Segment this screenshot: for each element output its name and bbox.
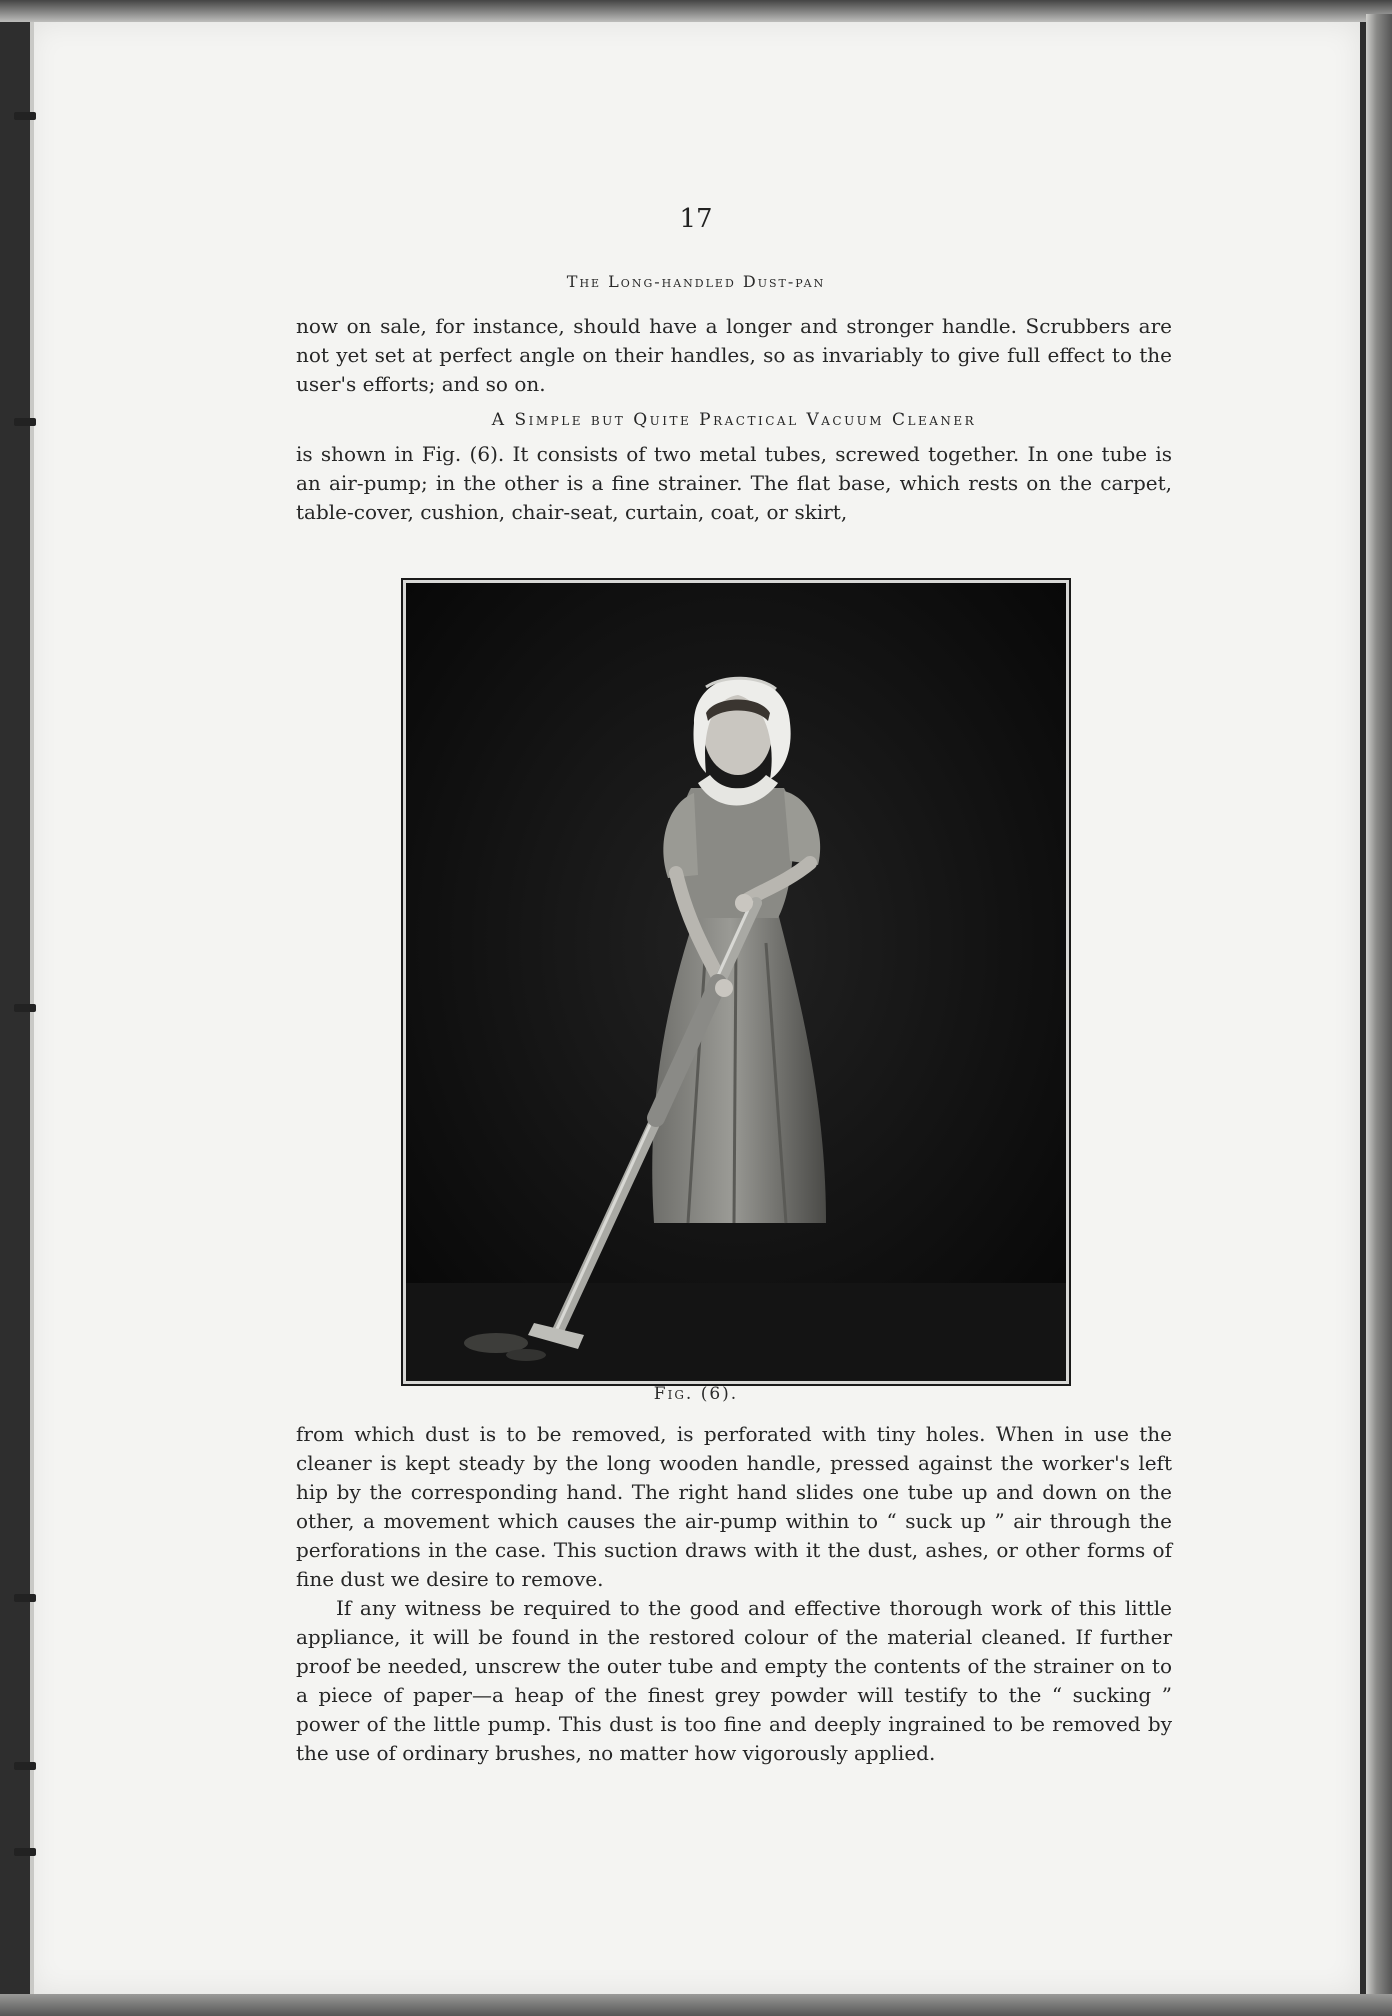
binding-mark <box>14 112 36 120</box>
page-top-edge <box>0 0 1392 22</box>
top-paragraph: now on sale, for instance, should have a longer and stronger handle. Scrubbers are not yet set at perfect angle on their handles, so as invariably to give full effect to the user's efforts; and so on. <box>296 314 1172 396</box>
binding-mark <box>14 418 36 426</box>
continued-paragraph: from which dust is to be removed, is perforated with tiny holes. When in use the cleaner is kept steady by the long wooden handle, pressed against the worker's left hip by the corresponding hand. The right hand slides one tube up and down on the other, a movement which causes the air-pump within to “ suck up ” air through the perforations in the case. This suction draws with it the dust, ashes, or other forms of fine dust we desire to remove. <box>296 1422 1172 1591</box>
top-text-block <box>296 312 1172 527</box>
page-bottom-edge <box>0 1994 1392 2016</box>
figure-caption: Fig. (6). <box>653 1384 739 1404</box>
bottom-text-block <box>296 1420 1172 1768</box>
binding-mark <box>14 1004 36 1012</box>
binding-mark <box>14 1848 36 1856</box>
final-paragraph: If any witness be required to the good and effective thorough work of this little appliance, it will be found in the restored colour of the material cleaned. If further proof be needed, unscrew the outer tube and empty the contents of the strainer on to a piece of paper—a heap of the finest grey powder will testify to the “ sucking ” power of the little pump. This dust is too fine and deeply ingrained to be removed by the use of ordinary brushes, no matter how vigorously applied. <box>296 1596 1172 1765</box>
binding-mark <box>14 1594 36 1602</box>
woman-with-vacuum-cleaner-illustration <box>406 583 1066 1381</box>
section-paragraph: is shown in Fig. (6). It consists of two metal tubes, screwed together. In one tube is an air-pump; in the other is a fine strainer. The flat base, which rests on the carpet, table-cover, cushion, chair-seat, curtain, coat, or skirt, <box>296 442 1172 524</box>
figure-photograph <box>403 580 1069 1384</box>
running-head: The Long-handled Dust-pan <box>566 272 826 291</box>
page-number: 17 <box>679 204 713 234</box>
section-heading: A Simple but Quite Practical Vacuum Cleaner <box>491 410 977 430</box>
page-right-edge <box>1366 14 1392 2004</box>
binding-mark <box>14 1762 36 1770</box>
